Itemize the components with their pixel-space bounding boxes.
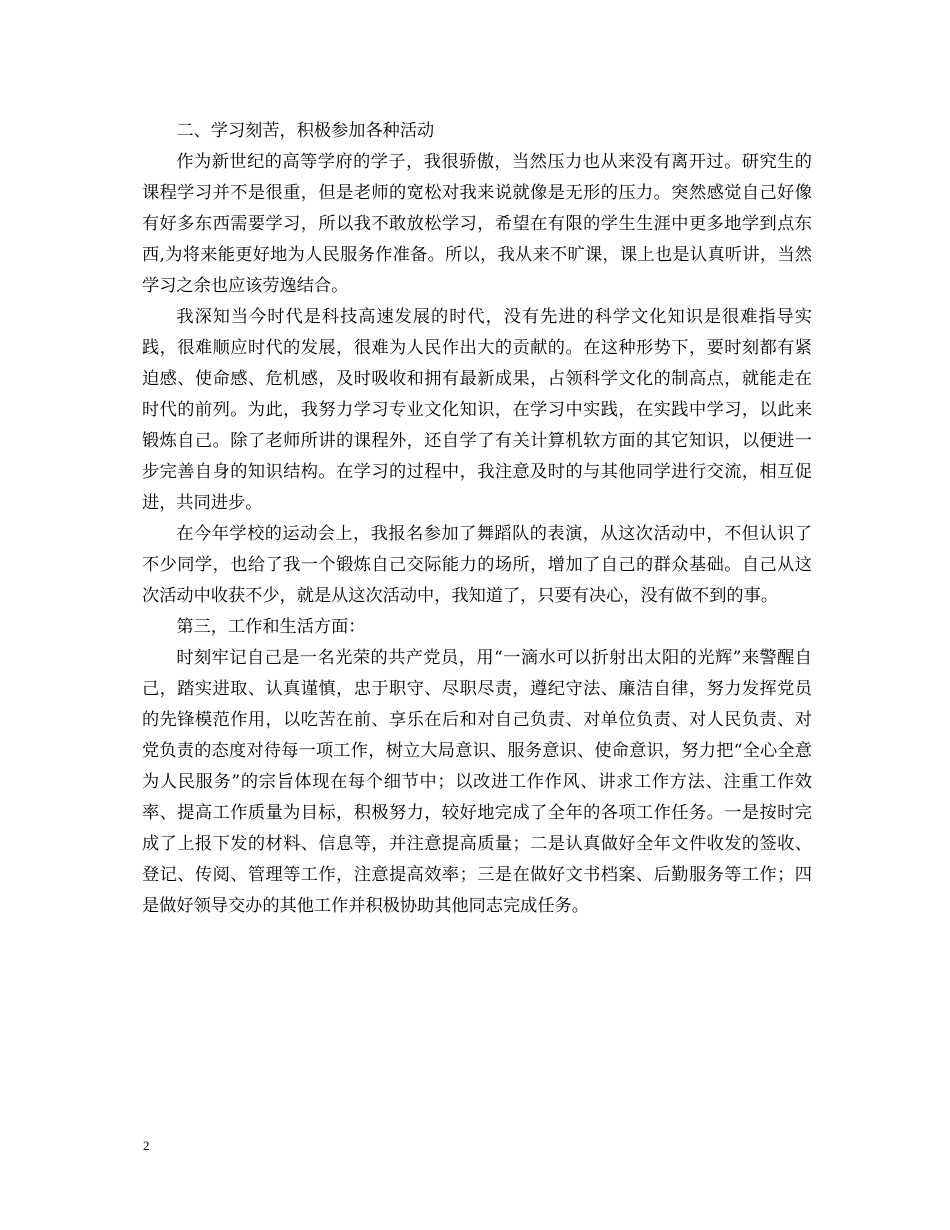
document-body (142, 116, 812, 922)
paragraph-sports-meet: 在今年学校的运动会上，我报名参加了舞蹈队的表演，从这次活动中，不但认识了不少同学，也给了我一个锻炼自己交际能力的场所，增加了自己的群众基础。自己从这次活动中收获不少，就是从这次活动中，我知道了，只要有决心，没有做不到的事。 (142, 524, 812, 606)
section-heading-work-life: 第三，工作和生活方面： (176, 617, 366, 637)
paragraph-knowledge: 我深知当今时代是科技高速发展的时代，没有先进的科学文化知识是很难指导实践，很难顺应时代的发展，很难为人民作出大的贡献的。在这种形势下，要时刻都有紧迫感、使命感、危机感，及时吸收和拥有最新成果，占领科学文化的制高点，就能走在时代的前列。为此，我努力学习专业文化知识，在学习中实践，在实践中学习，以此来锻炼自己。除了老师所讲的课程外，还自学了有关计算机软方面的其它知识，以便进一步完善自身的知识结构。在学习的过程中，我注意及时的与其他同学进行交流，相互促进，共同进步。 (142, 307, 812, 513)
page-number: 2 (143, 1138, 150, 1153)
section-heading-study: 二、学习刻苦，积极参加各种活动 (176, 121, 435, 141)
paragraph-study-pressure: 作为新世纪的高等学府的学子，我很骄傲，当然压力也从来没有离开过。研究生的课程学习并不是很重，但是老师的宽松对我来说就像是无形的压力。突然感觉自己好像有好多东西需要学习，所以我不敢放松学习，希望在有限的学生生涯中更多地学到点东西,为将来能更好地为人民服务作准备。所以，我从来不旷课，课上也是认真听讲，当然学习之余也应该劳逸结合。 (142, 152, 812, 296)
paragraph-party-member: 时刻牢记自己是一名光荣的共产党员，用“一滴水可以折射出太阳的光辉”来警醒自己，踏实进取、认真谨慎，忠于职守、尽职尽责，遵纪守法、廉洁自律，努力发挥党员的先锋模范作用，以吃苦在前、享乐在后和对自己负责、对单位负责、对人民负责、对党负责的态度对待每一项工作，树立大局意识、服务意识、使命意识，努力把“全心全意为人民服务”的宗旨体现在每个细节中；以改进工作作风、讲求工作方法、注重工作效率、提高工作质量为目标，积极努力，较好地完成了全年的各项工作任务。一是按时完成了上报下发的材料、信息等，并注意提高质量；二是认真做好全年文件收发的签收、登记、传阅、管理等工作，注意提高效率；三是在做好文书档案、后勤服务等工作；四是做好领导交办的其他工作并积极协助其他同志完成任务。 (142, 648, 812, 916)
